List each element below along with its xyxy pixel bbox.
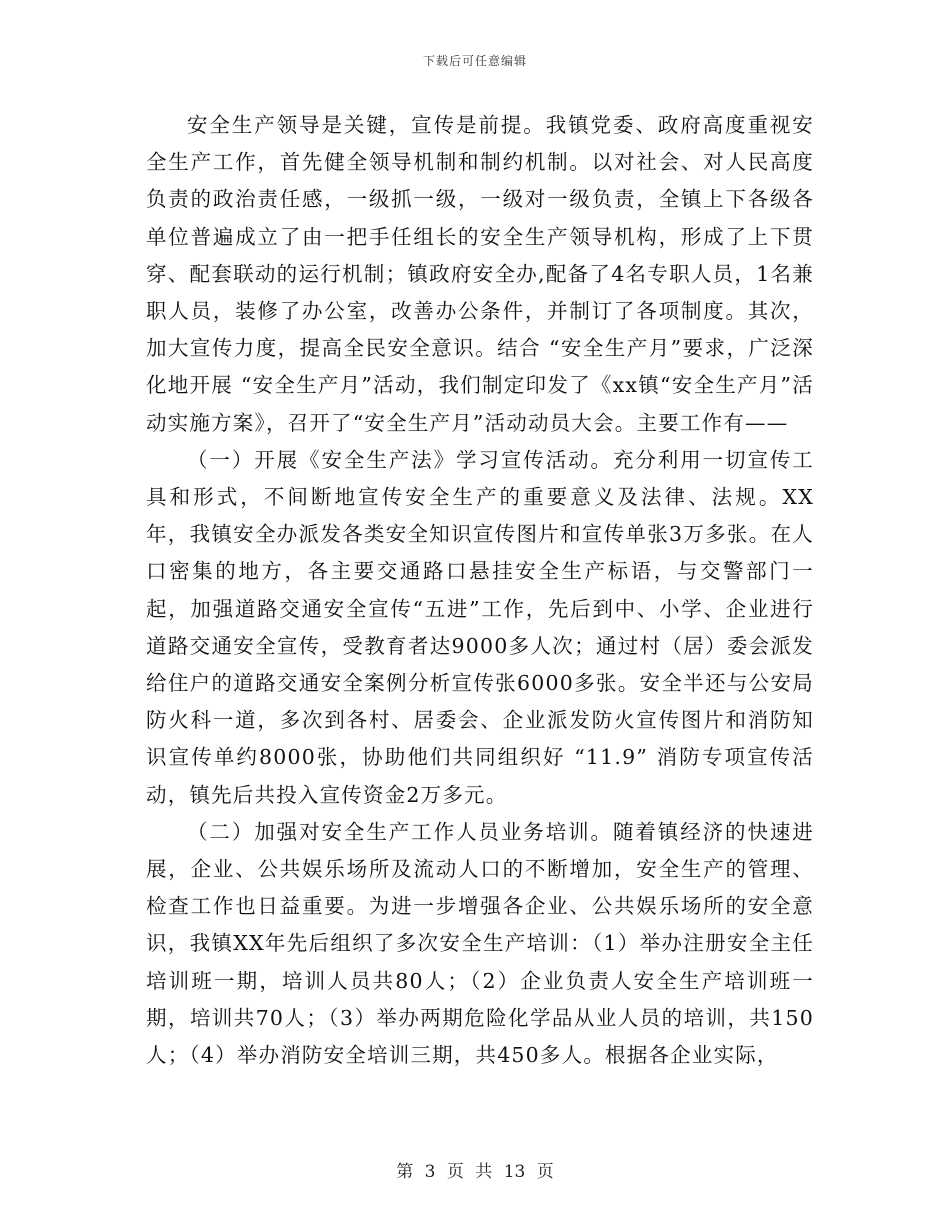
page-footer: 第 3 页 共 13 页 xyxy=(396,1162,554,1182)
page-header: 下载后可任意编辑 xyxy=(422,54,527,68)
paragraph-section-2: （二）加强对安全生产工作人员业务培训。随着镇经济的快速进展，企业、公共娱乐场所及流动人口的不断增加，安全生产的管理、检查工作也日益重要。为进一步增强各企业、公共娱乐场所的安全意识，我镇XX年先后组织了多次安全生产培训：（1）举办注册安全主任培训班一期，培训人员共80人；（2）企业负责人安全生产培训班一期，培训共70人；（3）举办两期危险化学品从业人员的培训，共150人；（4）举办消防安全培训三期，共450多人。根据各企业实际， xyxy=(146,819,814,1068)
paragraph-intro: 安全生产领导是关键，宣传是前提。我镇党委、政府高度重视安全生产工作，首先健全领导机制和制约机制。以对社会、对人民高度负责的政治责任感，一级抓一级，一级对一级负责，全镇上下各级各单位普遍成立了由一把手任组长的安全生产领导机构，形成了上下贯穿、配套联动的运行机制；镇政府安全办,配备了4名专职人员，1名兼职人员，装修了办公室，改善办公条件，并制订了各项制度。其次，加大宣传力度，提高全民安全意识。结合 “安全生产月”要求，广泛深化地开展 “安全生产月”活动，我们制定印发了《xx镇“安全生产月”活动实施方案》，召开了“安全生产月”活动动员大会。主要工作有—— xyxy=(146,113,814,435)
document-body xyxy=(146,107,814,1074)
paragraph-section-1: （一）开展《安全生产法》学习宣传活动。充分利用一切宣传工具和形式，不间断地宣传安全生产的重要意义及法律、法规。XX 年，我镇安全办派发各类安全知识宣传图片和宣传单张3万多张。在人口密集的地方，各主要交通路口悬挂安全生产标语，与交警部门一起，加强道路交通安全宣传“五进”工作，先后到中、小学、企业进行道路交通安全宣传，受教育者达9000多人次；通过村（居）委会派发给住户的道路交通安全案例分析宣传张6000多张。安全半还与公安局防火科一道，多次到各村、居委会、企业派发防火宣传图片和消防知识宣传单约8000张，协助他们共同组织好 “11.9” 消防专项宣传活动，镇先后共投入宣传资金2万多元。 xyxy=(146,447,814,807)
